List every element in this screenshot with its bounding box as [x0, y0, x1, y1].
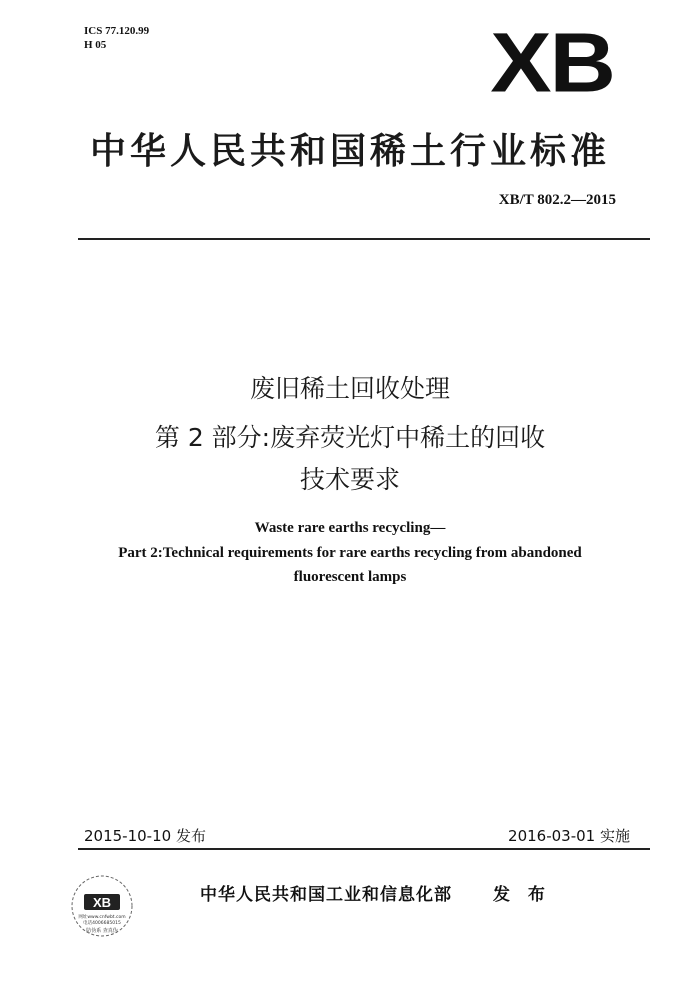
standard-number: XB/T 802.2—2015	[498, 192, 616, 208]
anti-counterfeit-seal	[62, 872, 142, 942]
ccs-code: H 05	[84, 39, 107, 51]
title-zh-line1: 废旧稀土回收处理	[249, 374, 450, 403]
classification-codes	[84, 24, 149, 52]
title-zh-line3: 技术要求	[299, 465, 400, 494]
organization-title: 中华人民共和国稀土行业标准	[89, 131, 610, 172]
seal-phone: 电话4006685015	[83, 921, 121, 926]
seal-logo: XB	[92, 895, 112, 910]
seal-bottom-text: 防伪系 查真伪	[86, 928, 118, 934]
issuing-authority: 中华人民共和国工业和信息化部	[200, 885, 452, 905]
seal-url: 网址www.cnfwbt.com	[78, 915, 126, 920]
implementation-date: 2016-03-01 实施	[508, 827, 630, 845]
release-date: 2015-10-10 发布	[84, 827, 206, 845]
title-en-line2: Part 2:Technical requirements for rare earths recycling from abandoned	[118, 545, 582, 561]
ics-code: ICS 77.120.99	[84, 25, 150, 37]
header-divider	[78, 238, 650, 240]
footer-divider	[78, 848, 650, 850]
title-en-line3: fluorescent lamps	[293, 569, 407, 585]
title-zh-line2: 第 2 部分:废弃荧光灯中稀土的回收	[154, 423, 546, 452]
xb-logo: XB	[490, 15, 614, 110]
issue-verb: 发 布	[493, 885, 551, 905]
title-en-line1: Waste rare earths recycling—	[254, 520, 446, 536]
